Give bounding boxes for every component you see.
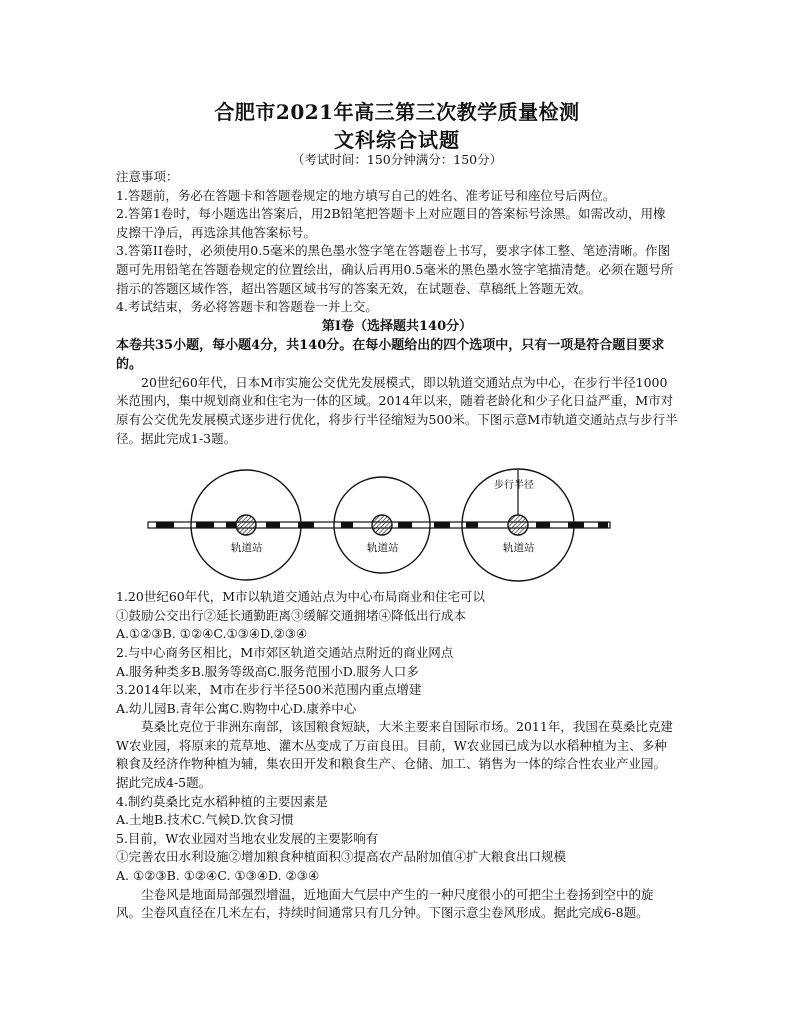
station-marker-2 [372,515,392,535]
exam-subject: 文科综合试题 [334,128,460,152]
q1-stem: 1.20世纪60年代，M市以轨道交通站点为中心布局商业和住宅可以 [116,589,486,605]
station-marker-3 [508,515,528,535]
exam-title: 合肥市2021年高三第三次教学质量检测 [214,100,580,124]
walk-radius-label: 步行半径 [494,480,534,492]
station-radius-figure [116,448,678,588]
notes-heading: 注意事项： [116,169,179,184]
q4-options: A.土地B.技术C.气候D.饮食习惯 [116,812,294,828]
q1-options: A.①②③B. ①②④C.①③④D.②③④ [116,626,308,642]
station-label-3: 轨道站 [503,542,535,555]
q3-options: A.幼儿园B.青年公寓C.购物中心D.康养中心 [116,700,357,716]
part1-heading: 第I卷（选择题共140分） [321,318,473,334]
passage-2: 莫桑比克位于非洲东南部，该国粮食短缺，大米主要来自国际市场。2011年，我国在莫桑比克建W农业园，将原来的荒草地、灌木丛变成了万亩良田。目前，W农业园已成为以水稻种植为主、多种粮食及经济作物种植为辅，集农田开发和粮食生产、仓储、加工、销售为一体的综合性农业产业园。据此完成4-5题。 [116,719,673,791]
q3-stem: 3.2014年以来，M市在步行半径500米范围内重点增建 [116,682,422,698]
q5-line-1: ①完善农田水利设施②增加粮食种植面积③提高农产品附加值④扩大粮食出口规模 [116,849,567,865]
passage-1: 20世纪60年代，日本M市实施公交优先发展模式，即以轨道交通站点为中心，在步行半径1000米范围内，集中规划商业和住宅为一体的区域。2014年以来，随着老龄化和少子化日益严重，M市对原有公交优先发展模式逐步进行优化，将步行半径缩短为500米。下图示意M市轨道交通站点与步行半径。据此完成1-3题。 [116,374,678,446]
part1-instruction: 本卷共35小题，每小题4分，共140分。在每小题给出的四个选项中，只有一项是符合题目要求的。 [116,337,665,372]
q4-stem: 4.制约莫桑比克水稻种植的主要因素是 [116,793,328,809]
station-label-2: 轨道站 [367,542,399,555]
exam-content [116,168,678,923]
station-marker-1 [236,515,256,535]
station-label-1: 轨道站 [231,542,263,555]
station-diagram [116,448,678,588]
exam-info: （考试时间：150分钟满分：150分） [291,152,503,167]
q5-options: A. ①②③B. ①②④C. ①③④D. ②③④ [116,868,320,884]
note-item-4: 4.考试结束，务必将答题卡和答题卷一并上交。 [116,299,378,315]
note-item-3: 3.答第II卷时，必须使用0.5毫米的黑色墨水签字笔在答题卷上书写，要求字体工整、笔迹清晰。作图题可先用铅笔在答题卷规定的位置绘出，确认后再用0.5毫米的黑色墨水签字笔描清楚。必须在题号所指示的答题区域作答，超出答题区域书写的答案无效，在试题卷、草稿纸上答题无效。 [116,243,674,296]
note-item-1: 1.答题前，务必在答题卡和答题卷规定的地方填写自己的姓名、准考证号和座位号后两位。 [116,187,616,203]
q1-line-1: ①鼓励公交出行②延长通勤距离③缓解交通拥堵④降低出行成本 [116,607,467,623]
q2-options: A.服务种类多B.服务等级高C.服务范围小D.服务人口多 [116,663,419,679]
note-item-2: 2.答第1卷时，每小题选出答案后，用2B铅笔把答题卡上对应题目的答案标号涂黑。如需改动，用橡皮擦干净后，再选涂其他答案标号。 [116,206,666,240]
passage-3: 尘卷风是地面局部强烈增温，近地面大气层中产生的一种尺度很小的可把尘土卷扬到空中的旋风。尘卷风直径在几米左右，持续时间通常只有几分钟。下图示意尘卷风形成。据此完成6-8题。 [116,886,654,921]
q2-stem: 2.与中心商务区相比，M市郊区轨道交通站点附近的商业网点 [116,644,454,660]
q5-stem: 5.目前，W农业园对当地农业发展的主要影响有 [116,830,379,846]
